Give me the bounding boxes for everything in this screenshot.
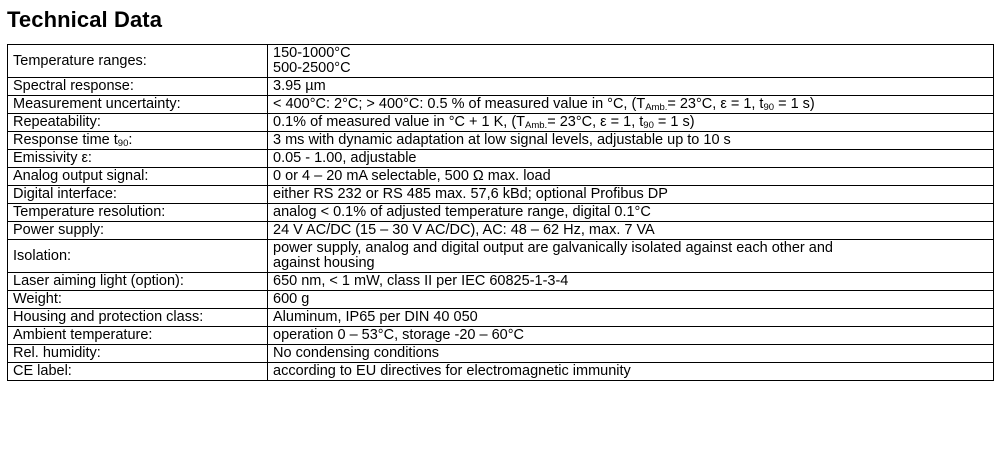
row-value-emissivity: 0.05 - 1.00, adjustable [268,150,994,168]
value-line: 150-1000°C [273,45,351,61]
row-label-measurement-uncertainty: Measurement uncertainty: [8,96,268,114]
table-row [8,345,994,363]
value-text: < 400°C: 2°C; > 400°C: 0.5 % of measured value in °C, (T [273,96,646,112]
row-label-laser-aiming-light: Laser aiming light (option): [8,273,268,291]
table-row [8,273,994,291]
table-row [8,45,994,78]
row-label-housing-protection-class: Housing and protection class: [8,309,268,327]
row-value-temperature-ranges [268,45,994,78]
row-label-response-time [8,132,268,150]
row-value-housing-protection-class: Aluminum, IP65 per DIN 40 050 [268,309,994,327]
table-row [8,309,994,327]
value-text: = 23°C, ε = 1, t [547,114,644,130]
table-row [8,204,994,222]
value-subscript: Amb. [645,102,668,113]
row-label-temperature-ranges: Temperature ranges: [8,45,268,78]
row-label-rel-humidity: Rel. humidity: [8,345,268,363]
row-label-digital-interface: Digital interface: [8,186,268,204]
row-label-spectral-response: Spectral response: [8,78,268,96]
table-row [8,363,994,381]
value-line: against housing [273,255,375,271]
technical-data-table [7,44,994,381]
row-value-analog-output-signal: 0 or 4 – 20 mA selectable, 500 Ω max. load [268,168,994,186]
row-value-weight: 600 g [268,291,994,309]
row-value-repeatability [268,114,994,132]
row-label-emissivity: Emissivity ε: [8,150,268,168]
row-value-ambient-temperature: operation 0 – 53°C, storage -20 – 60°C [268,327,994,345]
page-title: Technical Data [7,7,163,32]
table-row [8,327,994,345]
table-row [8,114,994,132]
row-value-isolation [268,240,994,273]
label-text: : [128,132,133,148]
row-label-analog-output-signal: Analog output signal: [8,168,268,186]
row-label-repeatability: Repeatability: [8,114,268,132]
row-label-weight: Weight: [8,291,268,309]
value-text: 0.1% of measured value in °C + 1 K, (T [273,114,526,130]
row-value-response-time: 3 ms with dynamic adaptation at low signal levels, adjustable up to 10 s [268,132,994,150]
row-label-ce-label: CE label: [8,363,268,381]
table-row [8,168,994,186]
value-subscript: 90 [763,102,775,113]
value-line: 500-2500°C [273,60,351,76]
row-value-power-supply: 24 V AC/DC (15 – 30 V AC/DC), AC: 48 – 62 Hz, max. 7 VA [268,222,994,240]
label-text: Response time t [13,132,118,148]
value-text: = 1 s) [653,114,695,130]
table-row [8,291,994,309]
row-label-temperature-resolution: Temperature resolution: [8,204,268,222]
table-row [8,222,994,240]
row-label-ambient-temperature: Ambient temperature: [8,327,268,345]
table-row [8,186,994,204]
label-subscript: 90 [117,138,129,149]
table-row [8,96,994,114]
row-value-spectral-response: 3.95 µm [268,78,994,96]
value-text: = 1 s) [774,96,815,112]
row-label-isolation: Isolation: [8,240,268,273]
table-row [8,132,994,150]
table-row [8,150,994,168]
table-row [8,240,994,273]
row-value-laser-aiming-light: 650 nm, < 1 mW, class II per IEC 60825-1-3-4 [268,273,994,291]
row-value-temperature-resolution: analog < 0.1% of adjusted temperature range, digital 0.1°C [268,204,994,222]
row-value-rel-humidity: No condensing conditions [268,345,994,363]
value-line: power supply, analog and digital output are galvanically isolated against each other and [273,240,833,256]
value-text: = 23°C, ε = 1, t [667,96,764,112]
value-subscript: Amb. [525,120,548,131]
value-subscript: 90 [643,120,654,131]
row-label-power-supply: Power supply: [8,222,268,240]
table-row [8,78,994,96]
row-value-measurement-uncertainty [268,96,994,114]
row-value-ce-label: according to EU directives for electromagnetic immunity [268,363,994,381]
row-value-digital-interface: either RS 232 or RS 485 max. 57,6 kBd; optional Profibus DP [268,186,994,204]
